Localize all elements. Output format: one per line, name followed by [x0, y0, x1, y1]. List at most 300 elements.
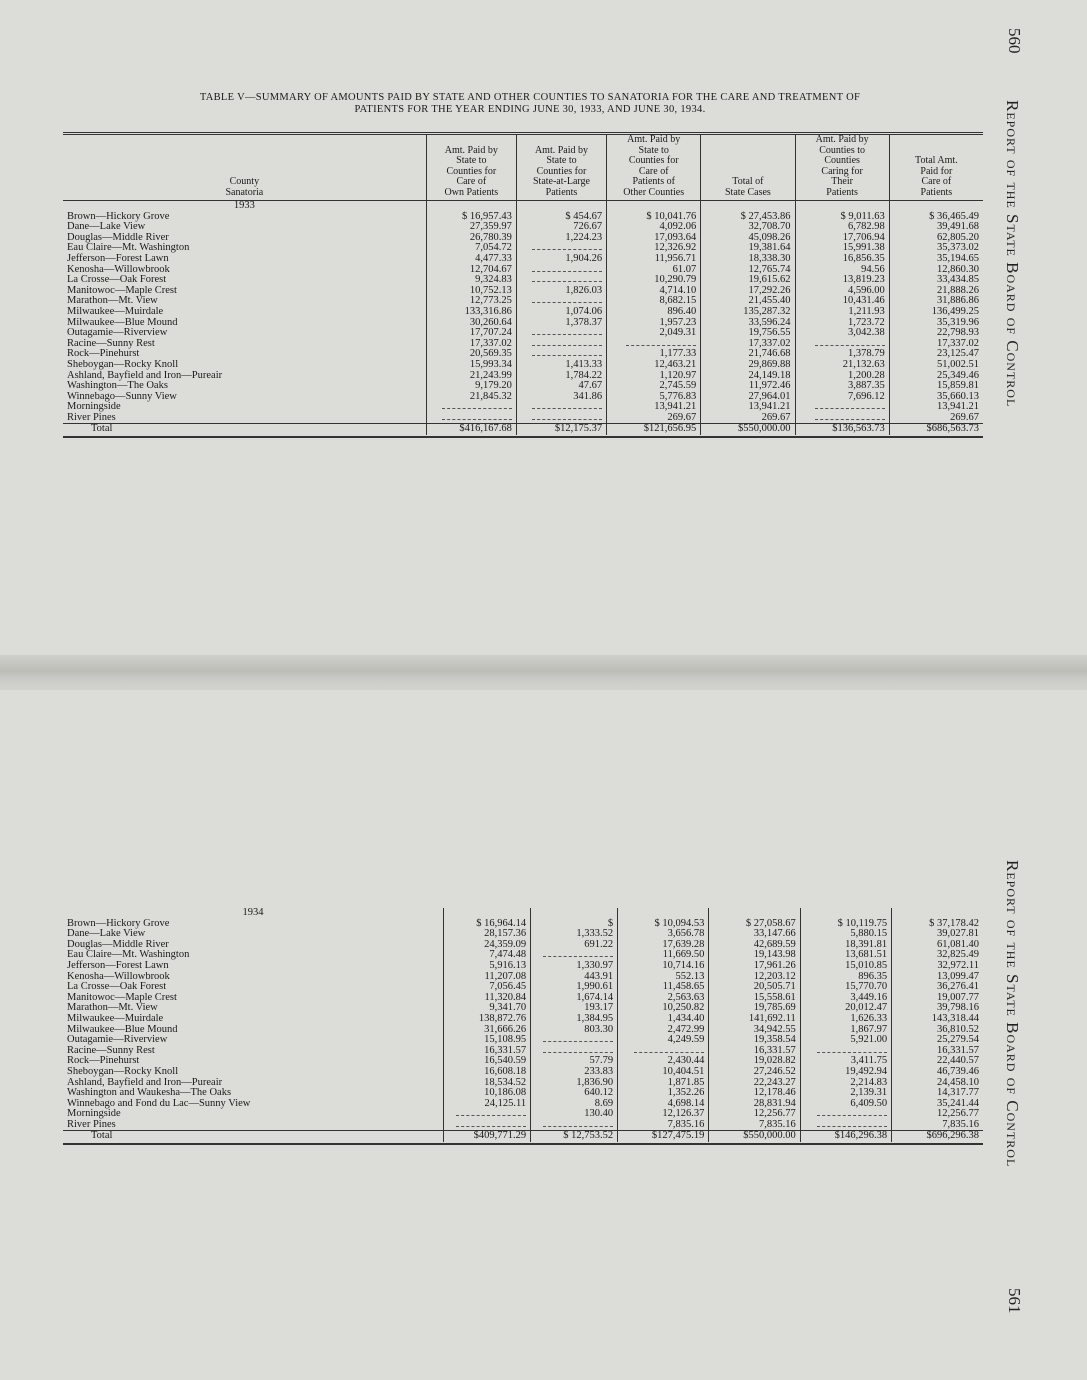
amount-cell: 138,872.76: [444, 1014, 531, 1025]
amount-cell: 1,074.06: [516, 307, 606, 318]
empty-dash: [817, 1046, 887, 1053]
empty-dash: [634, 1046, 704, 1053]
amount-cell: 22,440.57: [892, 1056, 983, 1067]
amount-cell: 1,413.33: [516, 360, 606, 371]
amount-cell: 4,596.00: [795, 286, 889, 297]
table-1934: [63, 908, 983, 1145]
amount-cell: 3,449.16: [800, 993, 891, 1004]
sanatorium-name: Winnebago—Sunny View: [67, 390, 177, 402]
sanatorium-name: Washington and Waukesha—The Oaks: [67, 1087, 232, 1099]
amount-cell: 21,243.99: [426, 371, 516, 382]
sanatorium-name: River Pines: [67, 411, 116, 423]
amount-cell: 19,028.82: [709, 1056, 800, 1067]
amount-cell: 24,125.11: [444, 1099, 531, 1110]
amount-cell: 1,867.97: [800, 1025, 891, 1036]
amount-cell: 4,249.59: [618, 1035, 709, 1046]
rule-cell: [892, 1142, 983, 1144]
amount-cell: 35,319.96: [889, 318, 983, 329]
amount-cell: 39,798.16: [892, 1003, 983, 1014]
amount-cell: 19,785.69: [709, 1003, 800, 1014]
rule-cell: [618, 1142, 709, 1144]
amount-cell: 13,819.23: [795, 275, 889, 286]
total-amount: $686,563.73: [889, 424, 983, 435]
amount-cell: 39,027.81: [892, 929, 983, 940]
amount-cell: 2,430.44: [618, 1056, 709, 1067]
amount-cell: 1,784.22: [516, 371, 606, 382]
amount-cell: 11,458.65: [618, 982, 709, 993]
empty-dash: [442, 413, 512, 420]
table-bottom-rule: [63, 435, 983, 437]
rule-cell: [701, 435, 795, 437]
sanatorium-name: Winnebago and Fond du Lac—Sunny View: [67, 1097, 251, 1109]
total-amount: $121,656.95: [607, 424, 701, 435]
amount-cell: 31,886.86: [889, 296, 983, 307]
amount-cell: 2,563.63: [618, 993, 709, 1004]
amount-cell: 4,477.33: [426, 254, 516, 265]
amount-cell: 233.83: [531, 1067, 618, 1078]
sanatorium-name: Milwaukee—Muirdale: [67, 305, 164, 317]
col3-header-line: Counties for: [628, 155, 679, 166]
amount-cell: 19,143.98: [709, 950, 800, 961]
left-page: [0, 0, 1087, 660]
amount-cell: 141,692.11: [709, 1014, 800, 1025]
col6-header-line: Paid for: [920, 165, 953, 177]
amount-cell: 12,463.21: [607, 360, 701, 371]
amount-cell: 1,224.23: [516, 233, 606, 244]
amount-cell: 7,054.72: [426, 243, 516, 254]
amount-cell: [795, 413, 889, 424]
amount-cell: 33,434.85: [889, 275, 983, 286]
amount-cell: 896.35: [800, 972, 891, 983]
amount-cell: 18,338.30: [701, 254, 795, 265]
amount-cell: 35,373.02: [889, 243, 983, 254]
sanatorium-name: Rock—Pinehurst: [67, 1055, 140, 1067]
amount-cell: 18,391.81: [800, 940, 891, 951]
page-number: 560: [1005, 28, 1024, 54]
amount-cell: 10,752.13: [426, 286, 516, 297]
amount-cell: 35,194.65: [889, 254, 983, 265]
sanatorium-name: La Crosse—Oak Forest: [67, 981, 167, 993]
sanatorium-name: Racine—Sunny Rest: [67, 337, 155, 349]
amount-cell: 12,704.67: [426, 265, 516, 276]
amount-cell: [516, 339, 606, 350]
amount-cell: 17,961.26: [709, 961, 800, 972]
amount-cell: 21,888.26: [889, 286, 983, 297]
amount-cell: 7,835.16: [618, 1120, 709, 1131]
amount-cell: 5,776.83: [607, 392, 701, 403]
amount-cell: 2,049.31: [607, 328, 701, 339]
amount-cell: 17,706.94: [795, 233, 889, 244]
sanatorium-name: Kenosha—Willowbrook: [67, 970, 170, 982]
spacer-cell: [795, 201, 889, 212]
amount-cell: 133,316.86: [426, 307, 516, 318]
amount-cell: 10,290.79: [607, 275, 701, 286]
amount-cell: $: [531, 919, 618, 930]
empty-dash: [543, 1035, 613, 1042]
amount-cell: 27,964.01: [701, 392, 795, 403]
amount-cell: 29,869.88: [701, 360, 795, 371]
amount-cell: 17,337.02: [426, 339, 516, 350]
col2-header-line: Amt. Paid by: [534, 144, 589, 156]
total-amount: $409,771.29: [444, 1131, 531, 1142]
amount-cell: [444, 1120, 531, 1131]
amount-cell: 136,499.25: [889, 307, 983, 318]
amount-cell: $ 16,957.43: [426, 212, 516, 223]
amount-cell: 21,132.63: [795, 360, 889, 371]
amount-cell: 21,746.68: [701, 349, 795, 360]
table-row: [63, 1109, 983, 1120]
amount-cell: 31,666.26: [444, 1025, 531, 1036]
table-row: [63, 254, 983, 265]
sanatorium-name: Jefferson—Forest Lawn: [67, 959, 169, 971]
amount-cell: 15,993.34: [426, 360, 516, 371]
amount-cell: 10,186.08: [444, 1088, 531, 1099]
col1-header-line: Counties for: [446, 165, 497, 177]
amount-cell: 13,941.21: [701, 402, 795, 413]
amount-cell: 7,835.16: [709, 1120, 800, 1131]
table-1933: [63, 132, 983, 438]
total-label: Total: [63, 424, 426, 435]
county-header-line: County: [229, 176, 260, 187]
table-row: [63, 381, 983, 392]
amount-cell: 1,871.85: [618, 1078, 709, 1089]
col2-header: [516, 134, 606, 201]
page-number: 561: [1005, 1288, 1024, 1314]
amount-cell: 1,177.33: [607, 349, 701, 360]
amount-cell: 39,491.68: [889, 222, 983, 233]
amount-cell: $ 27,058.67: [709, 919, 800, 930]
table-row: [63, 1067, 983, 1078]
amount-cell: 51,002.51: [889, 360, 983, 371]
amount-cell: 11,320.84: [444, 993, 531, 1004]
amount-cell: 19,007.77: [892, 993, 983, 1004]
amount-cell: 13,681.51: [800, 950, 891, 961]
col5-header-line: Counties: [824, 155, 860, 166]
table-row: [63, 402, 983, 413]
rule-cell: [889, 435, 983, 437]
amount-cell: 94.56: [795, 265, 889, 276]
spacer-cell: [444, 908, 531, 919]
sanatorium-name: Rock—Pinehurst: [67, 348, 140, 360]
empty-dash: [532, 265, 602, 272]
total-row: [63, 1131, 983, 1142]
amount-cell: 19,381.64: [701, 243, 795, 254]
sanatorium-name: Douglas—Middle River: [67, 938, 169, 950]
total-amount: $136,563.73: [795, 424, 889, 435]
amount-cell: 12,773.25: [426, 296, 516, 307]
amount-cell: 19,756.55: [701, 328, 795, 339]
amount-cell: 16,331.57: [709, 1046, 800, 1057]
table-row: [63, 296, 983, 307]
sanatorium-name: Milwaukee—Blue Mound: [67, 1023, 178, 1035]
amount-cell: 22,798.93: [889, 328, 983, 339]
col1-header: [426, 134, 516, 201]
sanatorium-name: Marathon—Mt. View: [67, 1002, 158, 1014]
col2-header-line: Counties for: [536, 165, 587, 177]
amount-cell: 25,279.54: [892, 1035, 983, 1046]
spacer-cell: [701, 201, 795, 212]
amount-cell: 4,092.06: [607, 222, 701, 233]
amount-cell: 61,081.40: [892, 940, 983, 951]
sanatorium-name: Milwaukee—Muirdale: [67, 1012, 164, 1024]
sanatorium-name: Racine—Sunny Rest: [67, 1044, 155, 1056]
amount-cell: $ 10,041.76: [607, 212, 701, 223]
amount-cell: 20,569.35: [426, 349, 516, 360]
year-label: 1934: [242, 907, 264, 918]
amount-cell: $ 27,453.86: [701, 212, 795, 223]
amount-cell: 13,941.21: [607, 402, 701, 413]
total-amount: $ 12,753.52: [531, 1131, 618, 1142]
amount-cell: [800, 1109, 891, 1120]
sanatorium-name: Eau Claire—Mt. Washington: [67, 949, 190, 961]
amount-cell: 1,378.79: [795, 349, 889, 360]
amount-cell: 24,359.09: [444, 940, 531, 951]
amount-cell: [426, 413, 516, 424]
year-row: [63, 201, 983, 212]
amount-cell: 24,149.18: [701, 371, 795, 382]
col3-header-line: Other Counties: [623, 186, 685, 198]
amount-cell: 1,352.26: [618, 1088, 709, 1099]
amount-cell: 10,250.82: [618, 1003, 709, 1014]
amount-cell: 30,260.64: [426, 318, 516, 329]
spacer-cell: [892, 908, 983, 919]
sanatorium-name: Douglas—Middle River: [67, 231, 169, 243]
spacer-cell: [426, 201, 516, 212]
rule-cell: [800, 1142, 891, 1144]
col2-header-line: Patients: [545, 186, 578, 198]
amount-cell: 42,689.59: [709, 940, 800, 951]
amount-cell: $ 37,178.42: [892, 919, 983, 930]
amount-cell: 269.67: [607, 413, 701, 424]
amount-cell: 691.22: [531, 940, 618, 951]
amount-cell: 3,656.78: [618, 929, 709, 940]
amount-cell: 33,596.24: [701, 318, 795, 329]
col4-header-line: State Cases: [724, 186, 771, 198]
amount-cell: 15,859.81: [889, 381, 983, 392]
col6-header-line: Total Amt.: [915, 155, 958, 166]
amount-cell: 193.17: [531, 1003, 618, 1014]
spacer-cell: [516, 201, 606, 212]
sanatorium-name: Marathon—Mt. View: [67, 295, 158, 307]
rule-cell: [63, 435, 426, 437]
sanatorium-name: Jefferson—Forest Lawn: [67, 252, 169, 264]
col4-header-line: Total of: [732, 176, 764, 187]
amount-cell: 1,211.93: [795, 307, 889, 318]
table-row: [63, 212, 983, 223]
amount-cell: 7,696.12: [795, 392, 889, 403]
amount-cell: $ 454.67: [516, 212, 606, 223]
amount-cell: 46,739.46: [892, 1067, 983, 1078]
amount-cell: 11,669.50: [618, 950, 709, 961]
amount-cell: 896.40: [607, 307, 701, 318]
amount-cell: 4,714.10: [607, 286, 701, 297]
amount-cell: 1,384.95: [531, 1014, 618, 1025]
empty-dash: [543, 1120, 613, 1127]
table-row: [63, 1014, 983, 1025]
sanatorium-name: Manitowoc—Maple Crest: [67, 991, 177, 1003]
total-row: [63, 424, 983, 435]
amount-cell: 726.67: [516, 222, 606, 233]
amount-cell: 5,880.15: [800, 929, 891, 940]
amount-cell: 1,434.40: [618, 1014, 709, 1025]
amount-cell: 9,324.83: [426, 275, 516, 286]
amount-cell: 443.91: [531, 972, 618, 983]
amount-cell: 17,337.02: [701, 339, 795, 350]
spacer-cell: [531, 908, 618, 919]
amount-cell: 20,505.71: [709, 982, 800, 993]
empty-dash: [532, 349, 602, 356]
spacer-cell: [618, 908, 709, 919]
sanatorium-name: Kenosha—Willowbrook: [67, 263, 170, 275]
amount-cell: [444, 1109, 531, 1120]
amount-cell: [516, 328, 606, 339]
total-label: Total: [63, 1131, 444, 1142]
amount-cell: 35,660.13: [889, 392, 983, 403]
amount-cell: 2,472.99: [618, 1025, 709, 1036]
amount-cell: 1,378.37: [516, 318, 606, 329]
amount-cell: 12,765.74: [701, 265, 795, 276]
sanatorium-name: Outagamie—Riverview: [67, 1034, 168, 1046]
amount-cell: 10,404.51: [618, 1067, 709, 1078]
amount-cell: 19,615.62: [701, 275, 795, 286]
spacer-cell: [800, 908, 891, 919]
right-page: [0, 690, 1087, 1380]
amount-cell: 16,608.18: [444, 1067, 531, 1078]
empty-dash: [532, 243, 602, 250]
col2-header-line: State to: [546, 155, 577, 166]
table-row: [63, 339, 983, 350]
year-row: [63, 908, 983, 919]
amount-cell: 3,042.38: [795, 328, 889, 339]
sanatorium-name: La Crosse—Oak Forest: [67, 274, 167, 286]
amount-cell: 17,707.24: [426, 328, 516, 339]
col6-header-line: Patients: [920, 186, 953, 198]
amount-cell: 1,674.14: [531, 993, 618, 1004]
amount-cell: 36,810.52: [892, 1025, 983, 1036]
table-row: [63, 307, 983, 318]
sanatorium-name: Outagamie—Riverview: [67, 327, 168, 339]
amount-cell: 4,698.14: [618, 1099, 709, 1110]
amount-cell: [426, 402, 516, 413]
amount-cell: 19,492.94: [800, 1067, 891, 1078]
empty-dash: [815, 339, 885, 346]
sanatorium-name: Ashland, Bayfield and Iron—Pureair: [67, 1076, 223, 1088]
amount-cell: 15,108.95: [444, 1035, 531, 1046]
amount-cell: 16,331.57: [892, 1046, 983, 1057]
amount-cell: 22,243.27: [709, 1078, 800, 1089]
sanatorium-name: Morningside: [67, 1108, 121, 1120]
amount-cell: 12,860.30: [889, 265, 983, 276]
amount-cell: 3,887.35: [795, 381, 889, 392]
empty-dash: [532, 339, 602, 346]
table-row: [63, 392, 983, 403]
running-head: Report of the State Board of Control: [1003, 860, 1022, 1168]
amount-cell: 11,956.71: [607, 254, 701, 265]
amount-cell: 1,723.72: [795, 318, 889, 329]
amount-cell: [531, 1120, 618, 1131]
amount-cell: 36,276.41: [892, 982, 983, 993]
amount-cell: 33,147.66: [709, 929, 800, 940]
amount-cell: 143,318.44: [892, 1014, 983, 1025]
amount-cell: 269.67: [889, 413, 983, 424]
amount-cell: 8,682.15: [607, 296, 701, 307]
amount-cell: [516, 413, 606, 424]
sanatorium-name: Sheboygan—Rocky Knoll: [67, 1065, 179, 1077]
amount-cell: 21,455.40: [701, 296, 795, 307]
table-row: [63, 413, 983, 424]
col2-header-line: State-at-Large: [532, 176, 590, 187]
amount-cell: 552.13: [618, 972, 709, 983]
amount-cell: 32,708.70: [701, 222, 795, 233]
amount-cell: 12,126.37: [618, 1109, 709, 1120]
amount-cell: 1,626.33: [800, 1014, 891, 1025]
empty-dash: [456, 1109, 526, 1116]
book-gutter: [0, 655, 1087, 695]
amount-cell: 47.67: [516, 381, 606, 392]
col6-header-line: Care of: [921, 176, 952, 187]
empty-dash: [543, 1046, 613, 1053]
sanatorium-name: River Pines: [67, 1118, 116, 1130]
col3-header-line: Care of: [638, 165, 669, 177]
county-header: [63, 134, 426, 201]
amount-cell: 6,409.50: [800, 1099, 891, 1110]
sanatorium-name: Washington—The Oaks: [67, 380, 168, 392]
total-amount: $146,296.38: [800, 1131, 891, 1142]
amount-cell: 57.79: [531, 1056, 618, 1067]
amount-cell: 32,972.11: [892, 961, 983, 972]
amount-cell: 1,904.26: [516, 254, 606, 265]
amount-cell: 13,941.21: [889, 402, 983, 413]
table-title: [70, 92, 990, 116]
amount-cell: 1,200.28: [795, 371, 889, 382]
amount-cell: 12,256.77: [892, 1109, 983, 1120]
empty-dash: [817, 1109, 887, 1116]
amount-cell: 12,256.77: [709, 1109, 800, 1120]
rule-cell: [709, 1142, 800, 1144]
amount-cell: 1,826.03: [516, 286, 606, 297]
amount-cell: 16,856.35: [795, 254, 889, 265]
amount-cell: 28,157.36: [444, 929, 531, 940]
amount-cell: 17,292.26: [701, 286, 795, 297]
total-amount: $416,167.68: [426, 424, 516, 435]
sanatorium-name: Sheboygan—Rocky Knoll: [67, 358, 179, 370]
amount-cell: 25,349.46: [889, 371, 983, 382]
empty-dash: [626, 339, 696, 346]
amount-cell: 2,139.31: [800, 1088, 891, 1099]
amount-cell: [516, 402, 606, 413]
spacer-cell: [889, 201, 983, 212]
empty-dash: [532, 402, 602, 409]
header-row: [63, 134, 983, 201]
empty-dash: [543, 950, 613, 957]
total-amount: $550,000.00: [701, 424, 795, 435]
amount-cell: $ 16,964.14: [444, 919, 531, 930]
amount-cell: 12,178.46: [709, 1088, 800, 1099]
col3-header-line: State to: [638, 144, 669, 156]
col1-header-line: Own Patients: [444, 186, 499, 198]
amount-cell: 32,825.49: [892, 950, 983, 961]
amount-cell: 12,203.12: [709, 972, 800, 983]
amount-cell: 9,179.20: [426, 381, 516, 392]
spacer-cell: [607, 201, 701, 212]
col1-header-line: Care of: [456, 176, 487, 187]
amount-cell: 7,474.48: [444, 950, 531, 961]
amount-cell: 19,358.54: [709, 1035, 800, 1046]
col1-header-line: State to: [456, 155, 487, 166]
table-row: [63, 1120, 983, 1131]
amount-cell: 135,287.32: [701, 307, 795, 318]
amount-cell: 15,770.70: [800, 982, 891, 993]
